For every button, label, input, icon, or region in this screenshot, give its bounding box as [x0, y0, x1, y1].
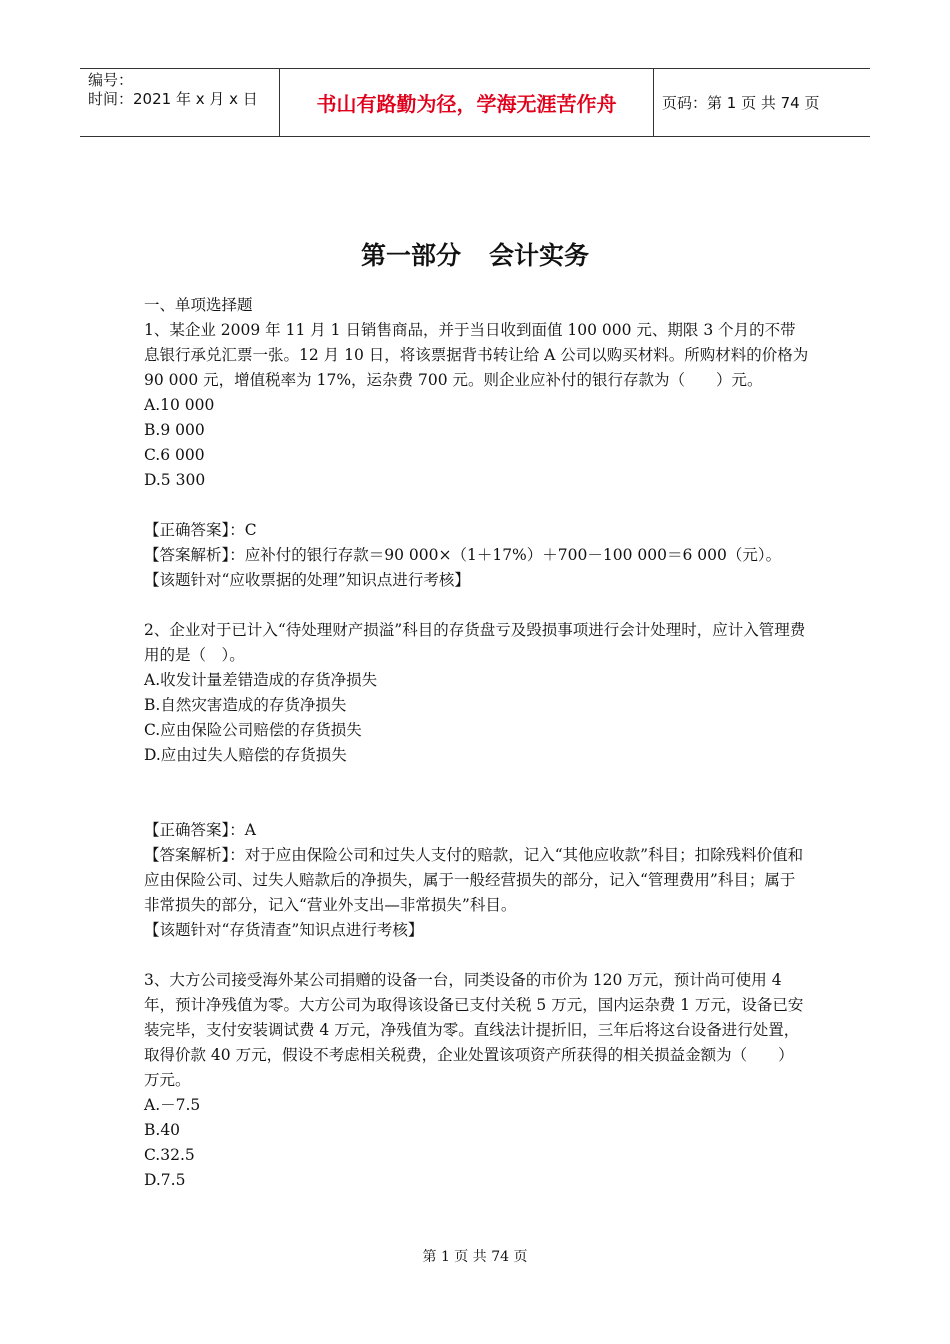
question-2-option-b: B.自然灾害造成的存货净损失 [144, 696, 347, 714]
motto: 书山有路勤为径，学海无涯苦作舟 [280, 69, 654, 136]
question-1-option-a: A.10 000 [144, 396, 215, 414]
time-label: 时间：2021 年 x 月 x 日 [88, 90, 258, 108]
question-2-answer: 【正确答案】：A [144, 821, 256, 839]
question-1-option-b: B.9 000 [144, 421, 205, 439]
question-2-option-d: D.应由过失人赔偿的存货损失 [144, 746, 347, 764]
number-label: 编号： [88, 71, 134, 89]
question-2-text: 2、企业对于已计入“待处理财产损溢”科目的存货盘亏及毁损事项进行会计处理时，应计入管理费用的是（ ）。 [144, 621, 806, 664]
question-2-analysis: 【答案解析】：对于应由保险公司和过失人支付的赔款，记入“其他应收款”科目；扣除残料价值和应由保险公司、过失人赔款后的净损失，属于一般经营损失的部分，记入“管理费用”科目；属于非常损失的部分，记入“营业外支出—非常损失”科目。 [144, 846, 804, 914]
header-table [80, 68, 870, 137]
question-1-option-d: D.5 300 [144, 471, 206, 489]
question-1-text: 1、某企业 2009 年 11 月 1 日销售商品，并于当日收到面值 100 000 元、期限 3 个月的不带息银行承兑汇票一张。12 月 10 日，将该票据背书转让给 A 公司以购买材料。所购材料的价格为 90 000 元，增值税率为 17%，运杂费 700 元。则企业应补付的银行存款为（ ）元。 [144, 321, 809, 389]
header-meta-cell [80, 69, 280, 136]
question-3-option-a: A.－7.5 [144, 1096, 201, 1114]
question-1-analysis: 【答案解析】：应补付的银行存款＝90 000×（1＋17%）＋700－100 000＝6 000（元）。 [144, 546, 782, 564]
page-footer: 第 1 页 共 74 页 [422, 1249, 528, 1265]
question-2-option-c: C.应由保险公司赔偿的存货损失 [144, 721, 362, 739]
section-heading: 一、单项选择题 [144, 296, 253, 314]
question-1-topic: 【该题针对“应收票据的处理”知识点进行考核】 [144, 571, 470, 589]
title-name: 会计实务 [489, 241, 590, 270]
page-title [0, 236, 950, 272]
question-3-option-d: D.7.5 [144, 1171, 186, 1189]
question-2-topic: 【该题针对“存货清查”知识点进行考核】 [144, 921, 424, 939]
document-body [144, 293, 809, 1193]
question-3-text: 3、大方公司接受海外某公司捐赠的设备一台，同类设备的市价为 120 万元，预计尚可使用 4 年，预计净残值为零。大方公司为取得该设备已支付关税 5 万元，国内运杂费 1 万元，设备已安装完毕，支付安装调试费 4 万元，净残值为零。直线法计提折旧，三年后将这台设备进行处置，取得价款 40 万元，假设不考虑相关税费，企业处置该项资产所获得的相关损益金额为（ ）万元。 [144, 971, 804, 1089]
title-part: 第一部分 [360, 241, 461, 270]
question-1-answer: 【正确答案】：C [144, 521, 257, 539]
question-3-option-c: C.32.5 [144, 1146, 195, 1164]
page-info: 页码：第 1 页 共 74 页 [662, 94, 820, 112]
question-2-option-a: A.收发计量差错造成的存货净损失 [144, 671, 378, 689]
question-3-option-b: B.40 [144, 1121, 181, 1139]
question-1-option-c: C.6 000 [144, 446, 205, 464]
